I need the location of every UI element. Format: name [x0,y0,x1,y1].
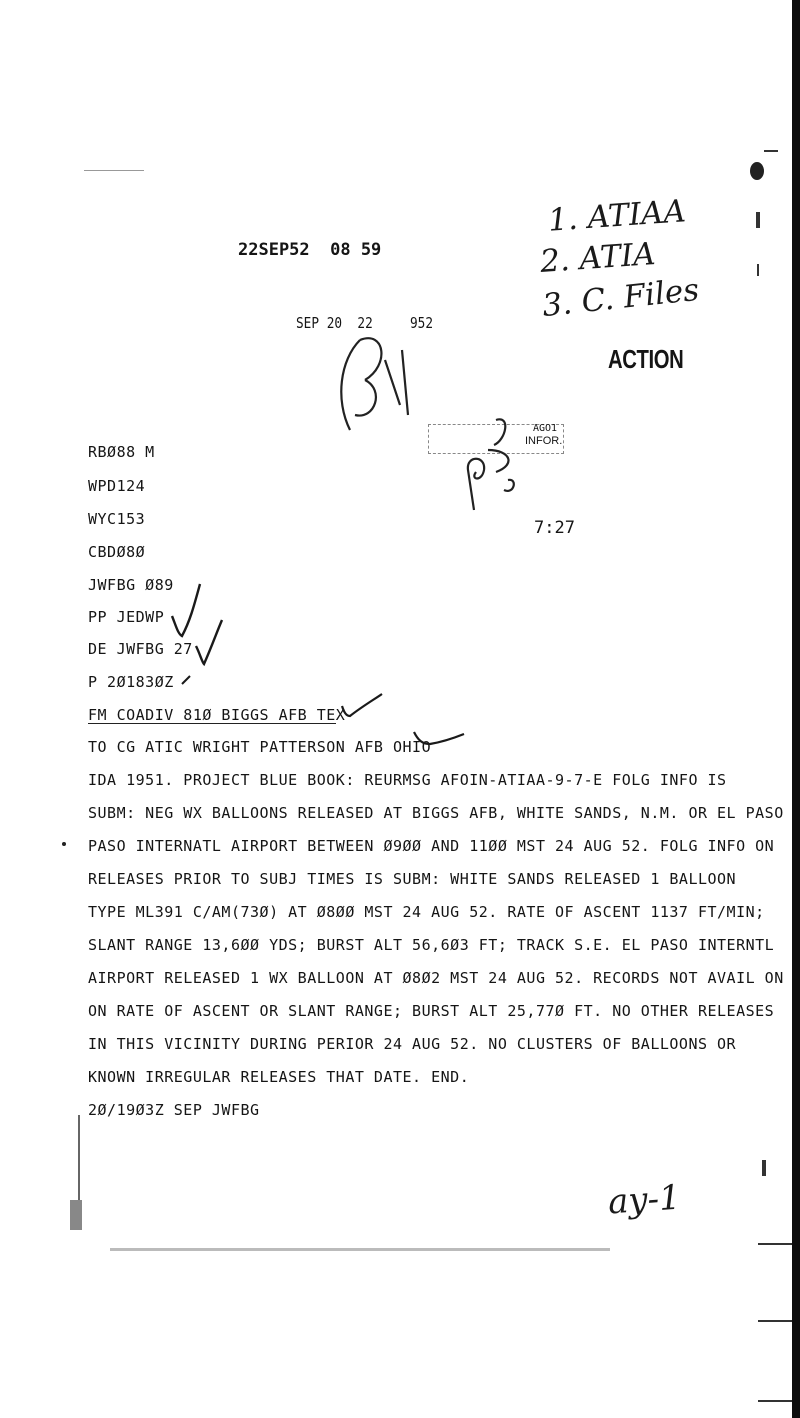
from-line: FM COADIV 81Ø BIGGS AFB TEX [88,706,346,724]
handwritten-routing-3: 3. C. Files [540,271,701,325]
header-line: RBØ88 M [88,443,155,461]
scan-mark [758,1243,792,1245]
received-stamp: 22SEP52 08 59 [238,240,382,260]
handwritten-routing-2: 2. ATIA [538,236,657,280]
body-line: ON RATE OF ASCENT OR SLANT RANGE; BURST ALT 25,77Ø FT. NO OTHER RELEASES [88,1002,775,1020]
body-line: AIRPORT RELEASED 1 WX BALLOON AT Ø8Ø2 MST 24 AUG 52. RECORDS NOT AVAIL ON [88,969,784,987]
header-line: CBDØ8Ø [88,543,146,561]
header-line: WYC153 [88,510,146,528]
header-line: JWFBG Ø89 [88,576,174,594]
header-line: P 2Ø183ØZ [88,673,174,691]
body-line: KNOWN IRREGULAR RELEASES THAT DATE. END. [88,1068,470,1086]
scan-edge-shadow [792,0,800,1418]
routing-box-code: AGO1 [533,423,558,434]
scan-mark [762,1160,766,1176]
scan-mark [758,1400,792,1402]
time-stamp: 7:27 [534,518,575,538]
header-line: DE JWFBG 27 [88,640,193,658]
body-line: IN THIS VICINITY DURING PERIOR 24 AUG 52. NO CLUSTERS OF BALLOONS OR [88,1035,737,1053]
header-line: WPD124 [88,477,146,495]
date-stamp-year: 952 [410,314,434,332]
punch-mark [750,162,764,180]
body-line: PASO INTERNATL AIRPORT BETWEEN Ø9ØØ AND 11ØØ MST 24 AUG 52. FOLG INFO ON [88,837,775,855]
scan-mark [84,170,144,171]
body-line: TYPE ML391 C/AM(73Ø) AT Ø8ØØ MST 24 AUG 52. RATE OF ASCENT 1137 FT/MIN; [88,903,765,921]
from-underline [88,723,336,724]
to-check-icon [410,726,470,752]
routing-box-label: INFOR. [525,435,563,447]
scan-mark [756,212,760,228]
action-label: ACTION [608,344,684,374]
footer-line: 2Ø/19Ø3Z SEP JWFBG [88,1101,260,1119]
from-check-icon [338,692,388,722]
bottom-smudge [110,1248,610,1251]
body-line: RELEASES PRIOR TO SUBJ TIMES IS SUBM: WHITE SANDS RELEASED 1 BALLOON [88,870,737,888]
routing-scribble-icon [456,410,536,520]
initials-scribble-icon [330,320,420,440]
scan-mark [758,1320,792,1322]
handwritten-routing-1: 1. ATIAA [546,193,687,239]
scan-mark [757,264,759,276]
handwritten-page-ref: ay-1 [606,1177,682,1223]
to-line: TO CG ATIC WRIGHT PATTERSON AFB OHIO [88,738,432,756]
header-line: PP JEDWP [88,608,165,626]
date-stamp: SEP 20 22 [296,314,373,332]
body-line: IDA 1951. PROJECT BLUE BOOK: REURMSG AFOIN-ATIAA-9-7-E FOLG INFO IS [88,771,727,789]
margin-smudge [70,1200,82,1230]
body-line: SUBM: NEG WX BALLOONS RELEASED AT BIGGS AFB, WHITE SANDS, N.M. OR EL PASO [88,804,784,822]
check-marks-icon [160,576,230,696]
scan-mark [764,150,778,152]
scan-mark [62,842,66,846]
body-line: SLANT RANGE 13,6ØØ YDS; BURST ALT 56,6Ø3 FT; TRACK S.E. EL PASO INTERNTL [88,936,775,954]
